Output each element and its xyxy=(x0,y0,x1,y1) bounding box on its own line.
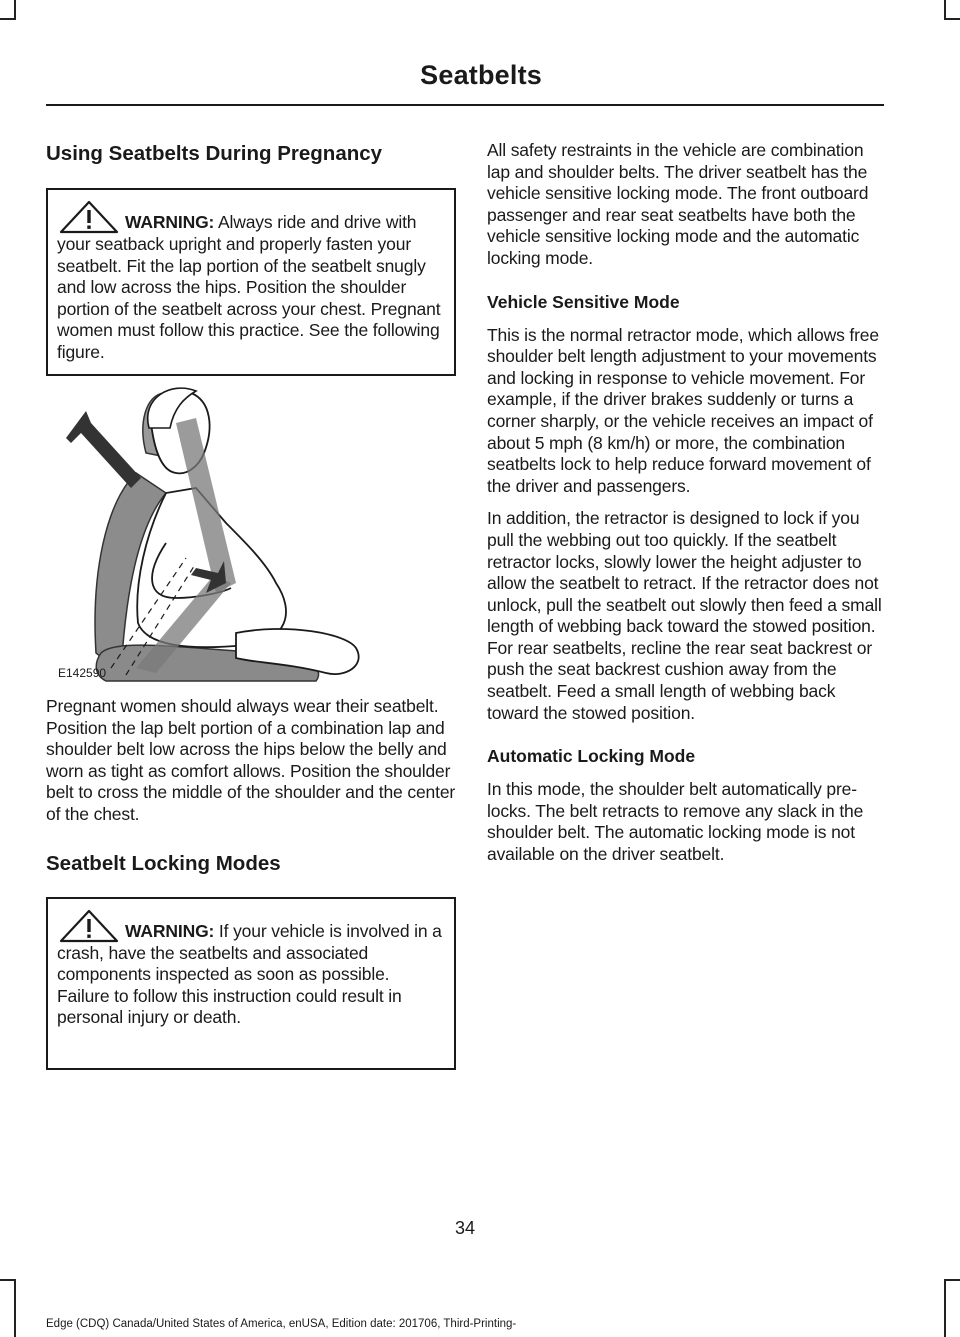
crop-mark xyxy=(944,18,960,20)
pregnancy-seatbelt-figure xyxy=(46,383,456,688)
crop-mark xyxy=(0,1279,16,1281)
page-title: Seatbelts xyxy=(420,60,542,90)
crop-mark xyxy=(14,1279,16,1337)
warning-text: If your vehicle is involved in a crash, have the seatbelts and associated components inspected as soon as possible. Failure to follow this instruction could result in personal injury or death. xyxy=(57,920,442,1028)
crop-mark xyxy=(944,1279,946,1337)
warning-text: Always ride and drive with your seatback upright and properly fasten your seatbelt. Fit the lap portion of the seatbelt snugly and low across the hips. Position the shoulder portion of the seatbelt across your chest. Pregnant women must follow this practice. See the following figure. xyxy=(57,212,441,362)
warning-label: WARNING: xyxy=(125,212,215,232)
warning-box-crash xyxy=(46,897,456,1070)
left-column xyxy=(46,140,456,376)
heading-vehicle-sensitive-mode: Vehicle Sensitive Mode xyxy=(487,291,680,312)
crop-mark xyxy=(944,0,946,20)
crop-mark xyxy=(14,0,16,20)
vsm-paragraph-1: This is the normal retractor mode, which allows free shoulder belt length adjustment to your movements and locking in response to vehicle movement. For example, if the driver brakes suddenly or turns a corner sharply, or the vehicle receives an impact of about 5 mph (8 km/h) or more, the combination seatbelts lock to help reduce forward movement of the driver and passengers. xyxy=(487,324,879,496)
warning-box-pregnancy xyxy=(46,188,456,376)
pregnant-woman-seatbelt-illustration xyxy=(46,383,456,688)
crop-mark xyxy=(944,1279,960,1281)
crop-mark xyxy=(0,18,16,20)
alm-paragraph: In this mode, the shoulder belt automatically pre-locks. The belt retracts to remove any slack in the shoulder belt. The automatic locking mode is not available on the driver seatbelt. xyxy=(487,779,864,865)
warning-label: WARNING: xyxy=(125,920,215,941)
header-rule xyxy=(46,104,884,106)
warning-triangle-icon xyxy=(59,200,119,234)
restraints-intro: All safety restraints in the vehicle are combination lap and shoulder belts. The driver seatbelt has the vehicle sensitive locking mode. The front outboard passenger and rear seat seatbelts have both the vehicle sensitive locking mode and the automatic locking mode. xyxy=(487,140,869,268)
edition-line: Edge (CDQ) Canada/United States of America, enUSA, Edition date: 201706, Third-Printing- xyxy=(46,1318,517,1330)
page-number: 34 xyxy=(454,1218,476,1238)
heading-locking-modes: Seatbelt Locking Modes xyxy=(46,851,281,875)
pregnancy-paragraph: Pregnant women should always wear their seatbelt. Position the lap belt portion of a combination lap and shoulder belt low across the hips below the belly and worn as tight as comfort allows. Position the shoulder belt to cross the middle of the shoulder and the center of the chest. xyxy=(46,696,456,824)
right-column xyxy=(487,140,883,866)
heading-automatic-locking-mode: Automatic Locking Mode xyxy=(487,746,696,767)
left-column-lower xyxy=(46,696,456,1070)
heading-pregnancy: Using Seatbelts During Pregnancy xyxy=(46,142,383,165)
warning-triangle-icon xyxy=(59,909,119,943)
vsm-paragraph-2: In addition, the retractor is designed to lock if you pull the webbing out too quickly. If the seatbelt retractor locks, slowly lower the height adjuster to allow the seatbelt to retract. If the retractor does not unlock, pull the seatbelt out slowly then feed a small length of webbing back toward the stowed position. For rear seatbelts, recline the rear seat backrest or push the seat backrest cushion away from the seatbelt. Feed a small length of webbing back toward the stowed position. xyxy=(487,508,882,723)
figure-code: E142590 xyxy=(58,666,107,680)
